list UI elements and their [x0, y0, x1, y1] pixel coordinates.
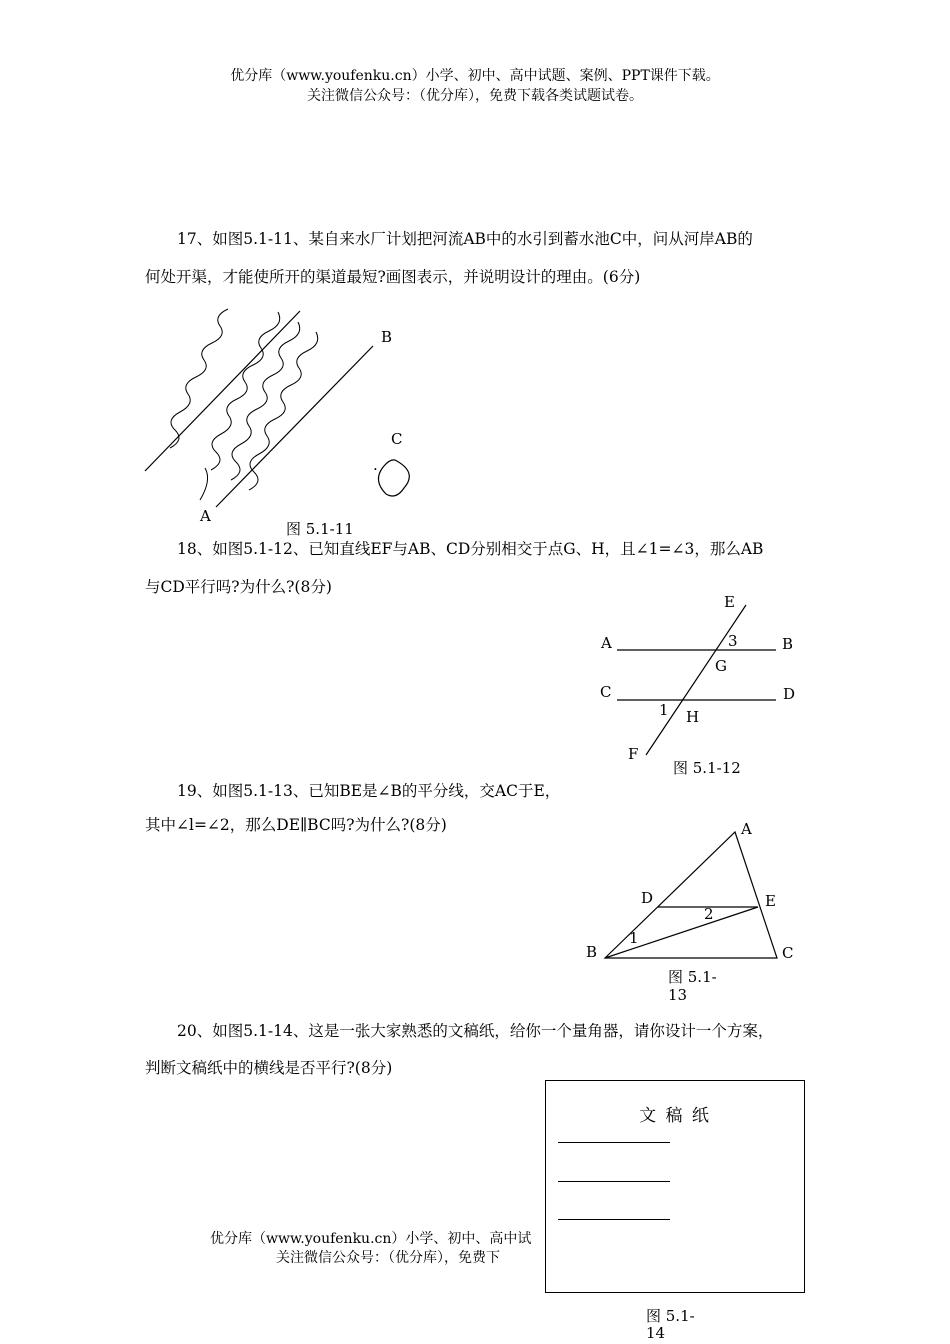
- footer-line-1: 优分库（www.youfenku.cn）小学、初中、高中试: [210, 1231, 532, 1247]
- label-C: C: [782, 944, 794, 962]
- header-line-2: 关注微信公众号：（优分库），免费下载各类试题试卷。: [307, 88, 643, 104]
- header-line-1: 优分库（www.youfenku.cn）小学、初中、高中试题、案例、PPT课件下载。: [230, 68, 720, 84]
- paper-rule-line-2: [558, 1181, 670, 1182]
- caption-5-1-14-line-1: 图 5.1-: [646, 1307, 695, 1325]
- q17-text-line-2: 何处开渠，才能使所开的渠道最短?画图表示，并说明设计的理由。(6分): [145, 268, 641, 286]
- q18-text-line-1: 18、如图5.1-12、已知直线EF与AB、CD分别相交于点G、H，且∠1=∠3，那么AB: [177, 540, 764, 558]
- caption-5-1-13-line-1: 图 5.1-: [668, 968, 717, 986]
- angle-1-label: 1: [629, 929, 639, 947]
- label-H: H: [686, 708, 700, 726]
- q20-text-line-2: 判断文稿纸中的横线是否平行?(8分): [145, 1059, 393, 1077]
- label-D: D: [783, 685, 796, 703]
- angle-3-label: 3: [728, 632, 738, 650]
- paper-rule-line-3: [558, 1219, 670, 1220]
- label-F: F: [628, 745, 639, 763]
- label-B: B: [782, 635, 794, 653]
- q19-text-line-2: 其中∠l=∠2，那么DE∥BC吗?为什么?(8分): [145, 816, 447, 834]
- footer-line-2: 关注微信公众号：（优分库），免费下: [276, 1250, 500, 1266]
- paper-title: 文 稿 纸: [639, 1106, 711, 1126]
- manuscript-paper-box: [545, 1080, 805, 1293]
- q20-text-line-1: 20、如图5.1-14、这是一张大家熟悉的文稿纸，给你一个量角器，请你设计一个方案，: [177, 1022, 774, 1040]
- label-E: E: [724, 593, 735, 611]
- angle-1-label: 1: [659, 701, 669, 719]
- label-B: B: [586, 943, 598, 961]
- caption-5-1-14-line-2: 14: [646, 1324, 666, 1342]
- label-C: C: [600, 683, 612, 701]
- label-D: D: [641, 889, 654, 907]
- point-dot: .: [373, 456, 378, 474]
- label-A: A: [601, 634, 612, 652]
- label-G: G: [715, 657, 727, 675]
- paper-rule-line-1: [558, 1142, 670, 1143]
- q18-text-line-2: 与CD平行吗?为什么?(8分): [145, 578, 332, 596]
- angle-2-label: 2: [704, 905, 714, 923]
- label-E: E: [765, 892, 776, 910]
- caption-5-1-12: 图 5.1-12: [673, 759, 741, 777]
- label-A: A: [200, 507, 211, 525]
- q17-text-line-1: 17、如图5.1-11、某自来水厂计划把河流AB中的水引到蓄水池C中，问从河岸AB的: [177, 230, 753, 248]
- q19-text-line-1: 19、如图5.1-13、已知BE是∠B的平分线，交AC于E，: [177, 782, 561, 800]
- label-C: C: [391, 430, 403, 448]
- label-B: B: [381, 328, 393, 346]
- label-A: A: [741, 820, 752, 838]
- caption-5-1-13-line-2: 13: [668, 986, 688, 1004]
- caption-5-1-11: 图 5.1-11: [286, 520, 354, 538]
